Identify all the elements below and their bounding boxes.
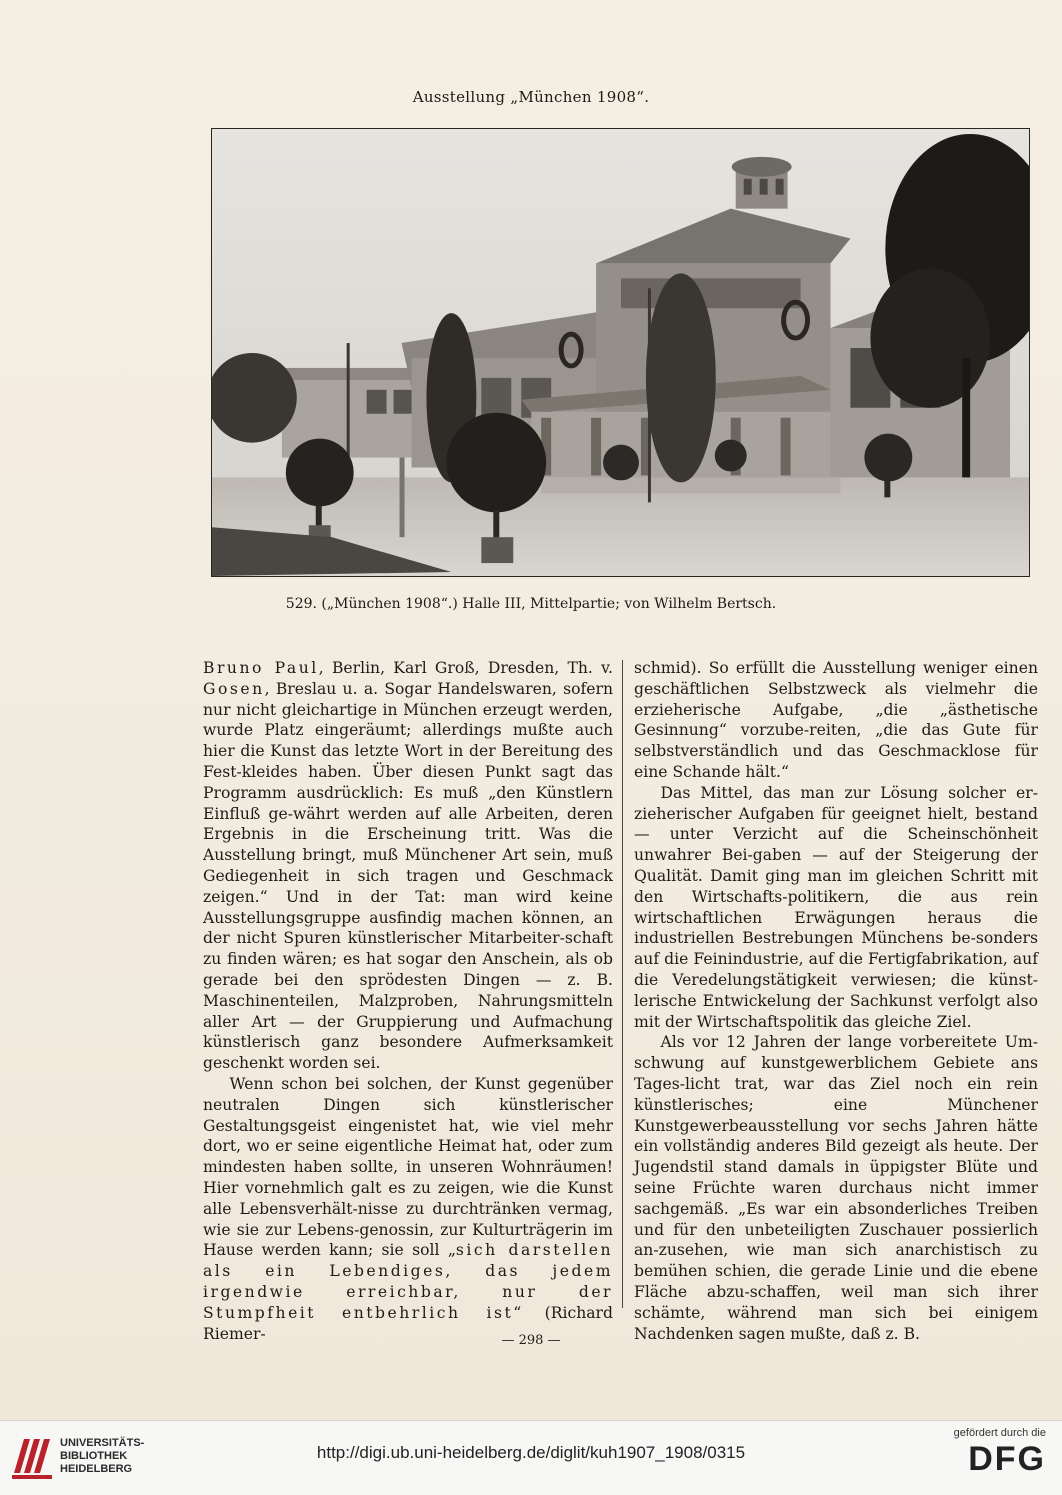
column-divider <box>622 660 623 1308</box>
dfg-funding-logo[interactable] <box>926 1427 1046 1479</box>
digitization-footer <box>0 1420 1062 1495</box>
paragraph-left-1 <box>203 658 613 1074</box>
permalink-url[interactable]: http://digi.ub.uni-heidelberg.de/diglit/kuh1907_1908/0315 <box>316 1443 746 1462</box>
paragraph-left-2 <box>203 1074 613 1344</box>
paragraph-left-1-text-b: , Breslau u. a. Sogar Handelswaren, sofern nur nicht gleichartige in München erzeugt werden, wurde Platz eingeräumt; allerdings mußte auch hier die Kunst das letzte Wort in der Bereitung des Fest-kleides haben. Über diesen Punkt sagt das Programm ausdrücklich: Es muß „den Künstlern Einfluß ge-währt werden auf alle Arbeiten, deren Ergebnis in die Erscheinung tritt. Was die Ausstellung bringt, muß Münchener Art sein, muß Gediegenheit in sich tragen und Geschmack zeigen.“ Und in der Tat: man wird keine Ausstellungsgruppe ausfindig machen können, an der nicht Spuren künstlerischer Mitarbeiter-schaft zu finden wären; es hat sogar den Anschein, als ob gerade bei den sprödesten Dingen — z. B. Maschinenteilen, Malzproben, Nahrungsmitteln aller Art — der Gruppierung und Aufmachung künstlerisch ganz besondere Aufmerksamkeit geschenkt worden sei. <box>203 679 613 1073</box>
paragraph-right-2: Das Mittel, das man zur Lösung solcher er-zieherischer Aufgaben für geeignet hielt, bestand — unter Verzicht auf die Scheinschönheit unwahrer Bei-gaben — auf der Steigerung der Qualität. Damit ging man im gleichen Schritt mit den Wirtschafts-politikern, die aus rein wirtschaftlichen Erwägungen heraus die industriellen Bestrebungen Münchens be-sonders auf die Feinindustrie, auf die Fertigfabrikation, auf die Veredelungstätigkeit verwiesen; die künst-lerische Entwickelung der Sachkunst verfolgt also mit der Wirtschaftspolitik das gleiche Ziel. <box>634 783 1038 1031</box>
exhibition-hall-photo <box>211 128 1030 577</box>
paragraph-left-2-end: “ (Richard Riemer- <box>203 1303 613 1343</box>
figure-caption: 529. („München 1908“.) Halle III, Mittelpartie; von Wilhelm Bertsch. <box>285 596 777 612</box>
paragraph-right-1: schmid). So erfüllt die Ausstellung weniger einen geschäftlichen Selbstzweck als vielmehr die erzieherische Aufgabe, „die „ästhetische Gesinnung“ vorzube-reiten, „die das Gute für selbstverständlich und das Geschmacklose für eine Schande hält.“ <box>634 659 1038 781</box>
artist-name-gosen: Gosen <box>203 679 265 698</box>
paragraph-left-1-text-a: , Berlin, Karl Groß, Dresden, Th. v. <box>318 659 613 677</box>
paragraph-left-2-text: Wenn schon bei solchen, der Kunst gegenüber neutralen Dingen sich künstlerischer Gestaltungsgeist eingenistet hat, wie viel mehr dort, wo er seine eigentliche Heimat hat, oder zum mindesten haben sollte, in unseren Wohnräumen! Hier vornehmlich galt es zu zeigen, wie die Kunst alle Lebensverhält-nisse zu durchtränken vermag, wie sie zur Lebens-genossin, zur Kulturträgerin im Hause werden kann; sie soll „ <box>203 1074 613 1260</box>
page-number: — 298 — <box>501 1333 561 1348</box>
quoted-spaced-text: sich darstellen als ein Lebendiges, das jedem irgendwie erreichbar, nur der Stumpfheit entbehrlich ist <box>203 1241 613 1322</box>
text-column-left <box>203 658 613 1344</box>
library-name-line1: UNIVERSITÄTS- <box>60 1437 145 1449</box>
running-title: Ausstellung „München 1908“. <box>412 88 650 106</box>
paragraph-right-3: Als vor 12 Jahren der lange vorbereitete Um-schwung auf kunstgewerblichem Gebiete ans Tages-licht trat, war das Ziel noch ein rein künstlerisches; eine Münchener Kunstgewerbeausstellung vor sechs Jahren hätte ein vollständig anderes Bild gezeigt als heute. Der Jugendstil stand damals in üppigster Blüte und seine Früchte waren durchaus nicht immer sachgemäß. „Es war ein absonderliches Treiben und für den unbeteiligten Zuschauer possierlich an-zusehen, wie man sich anarchistisch zu bemühen schien, die gerade Linie und die ebene Fläche abzu-schaffen, weil man sich ihrer schämte, während man sich bei einigem Nachdenken sagen mußte, daß z. B. <box>634 1033 1038 1343</box>
dfg-logo-text: DFG <box>968 1440 1046 1478</box>
library-name-line3: HEIDELBERG <box>60 1463 133 1475</box>
library-name-line2: BIBLIOTHEK <box>60 1450 128 1462</box>
funding-label: gefördert durch die <box>953 1427 1046 1439</box>
text-column-right <box>634 658 1038 1344</box>
artist-name-paul: Bruno Paul <box>203 659 319 677</box>
hall-photograph <box>212 129 1029 576</box>
